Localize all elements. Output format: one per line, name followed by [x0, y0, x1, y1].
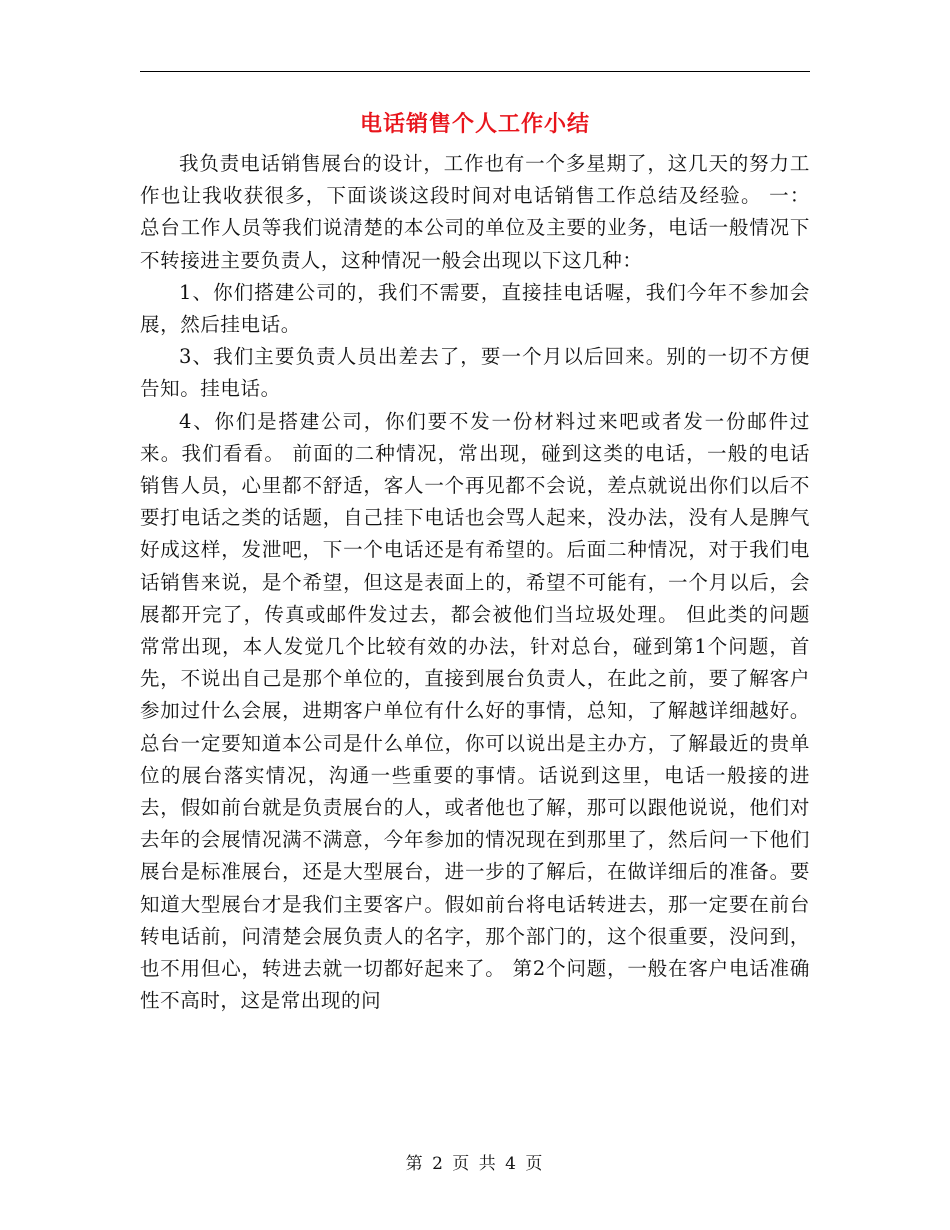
header-rule: [140, 71, 810, 72]
paragraph-case-3: 3、我们主要负责人员出差去了，要一个月以后回来。别的一切不方便告知。挂电话。: [140, 345, 810, 401]
paragraph-case-4: 4、你们是搭建公司，你们要不发一份材料过来吧或者发一份邮件过来。我们看看。 前面的二种情况，常出现，碰到这类的电话，一般的电话销售人员，心里都不舒适，客人一个再见都不会说，差点就说出你们以后不要打电话之类的话题，自己挂下电话也会骂人起来，没办法，没有人是脾气好成这样，发泄吧，下一个电话还是有希望的。后面二种情况，对于我们电话销售来说，是个希望，但这是表面上的，希望不可能有，一个月以后，会展都开完了，传真或邮件发过去，都会被他们当垃圾处理。 但此类的问题常常出现，本人发觉几个比较有效的办法，针对总台，碰到第1个问题，首先，不说出自己是那个单位的，直接到展台负责人，在此之前，要了解客户参加过什么会展，进期客户单位有什么好的事情，总知，了解越详细越好。总台一定要知道本公司是什么单位，你可以说出是主办方，了解最近的贵单位的展台落实情况，沟通一些重要的事情。话说到这里，电话一般接的进去，假如前台就是负责展台的人，或者他也了解，那可以跟他说说，他们对去年的会展情况满不满意，今年参加的情况现在到那里了，然后问一下他们展台是标准展台，还是大型展台，进一步的了解后，在做详细后的准备。要知道大型展台才是我们主要客户。假如前台将电话转进去，那一定要在前台转电话前，问清楚会展负责人的名字，那个部门的，这个很重要，没问到，也不用但心，转进去就一切都好起来了。 第2个问题，一般在客户电话准确性不高时，这是常出现的问: [140, 409, 810, 1013]
paragraph-case-1: 1、你们搭建公司的，我们不需要，直接挂电话喔，我们今年不参加会展，然后挂电话。: [140, 280, 810, 337]
paragraph-intro: 我负责电话销售展台的设计，工作也有一个多星期了，这几天的努力工作也让我收获很多，下面谈谈这段时间对电话销售工作总结及经验。 一：总台工作人员等我们说清楚的本公司的单位及主要的业务，电话一般情况下不转接进主要负责人，这种情况一般会出现以下这几种：: [140, 152, 810, 272]
document-body: [140, 148, 810, 1017]
page-number: 第 2 页 共 4 页: [405, 1154, 545, 1174]
document-title: 电话销售个人工作小结: [359, 111, 590, 137]
